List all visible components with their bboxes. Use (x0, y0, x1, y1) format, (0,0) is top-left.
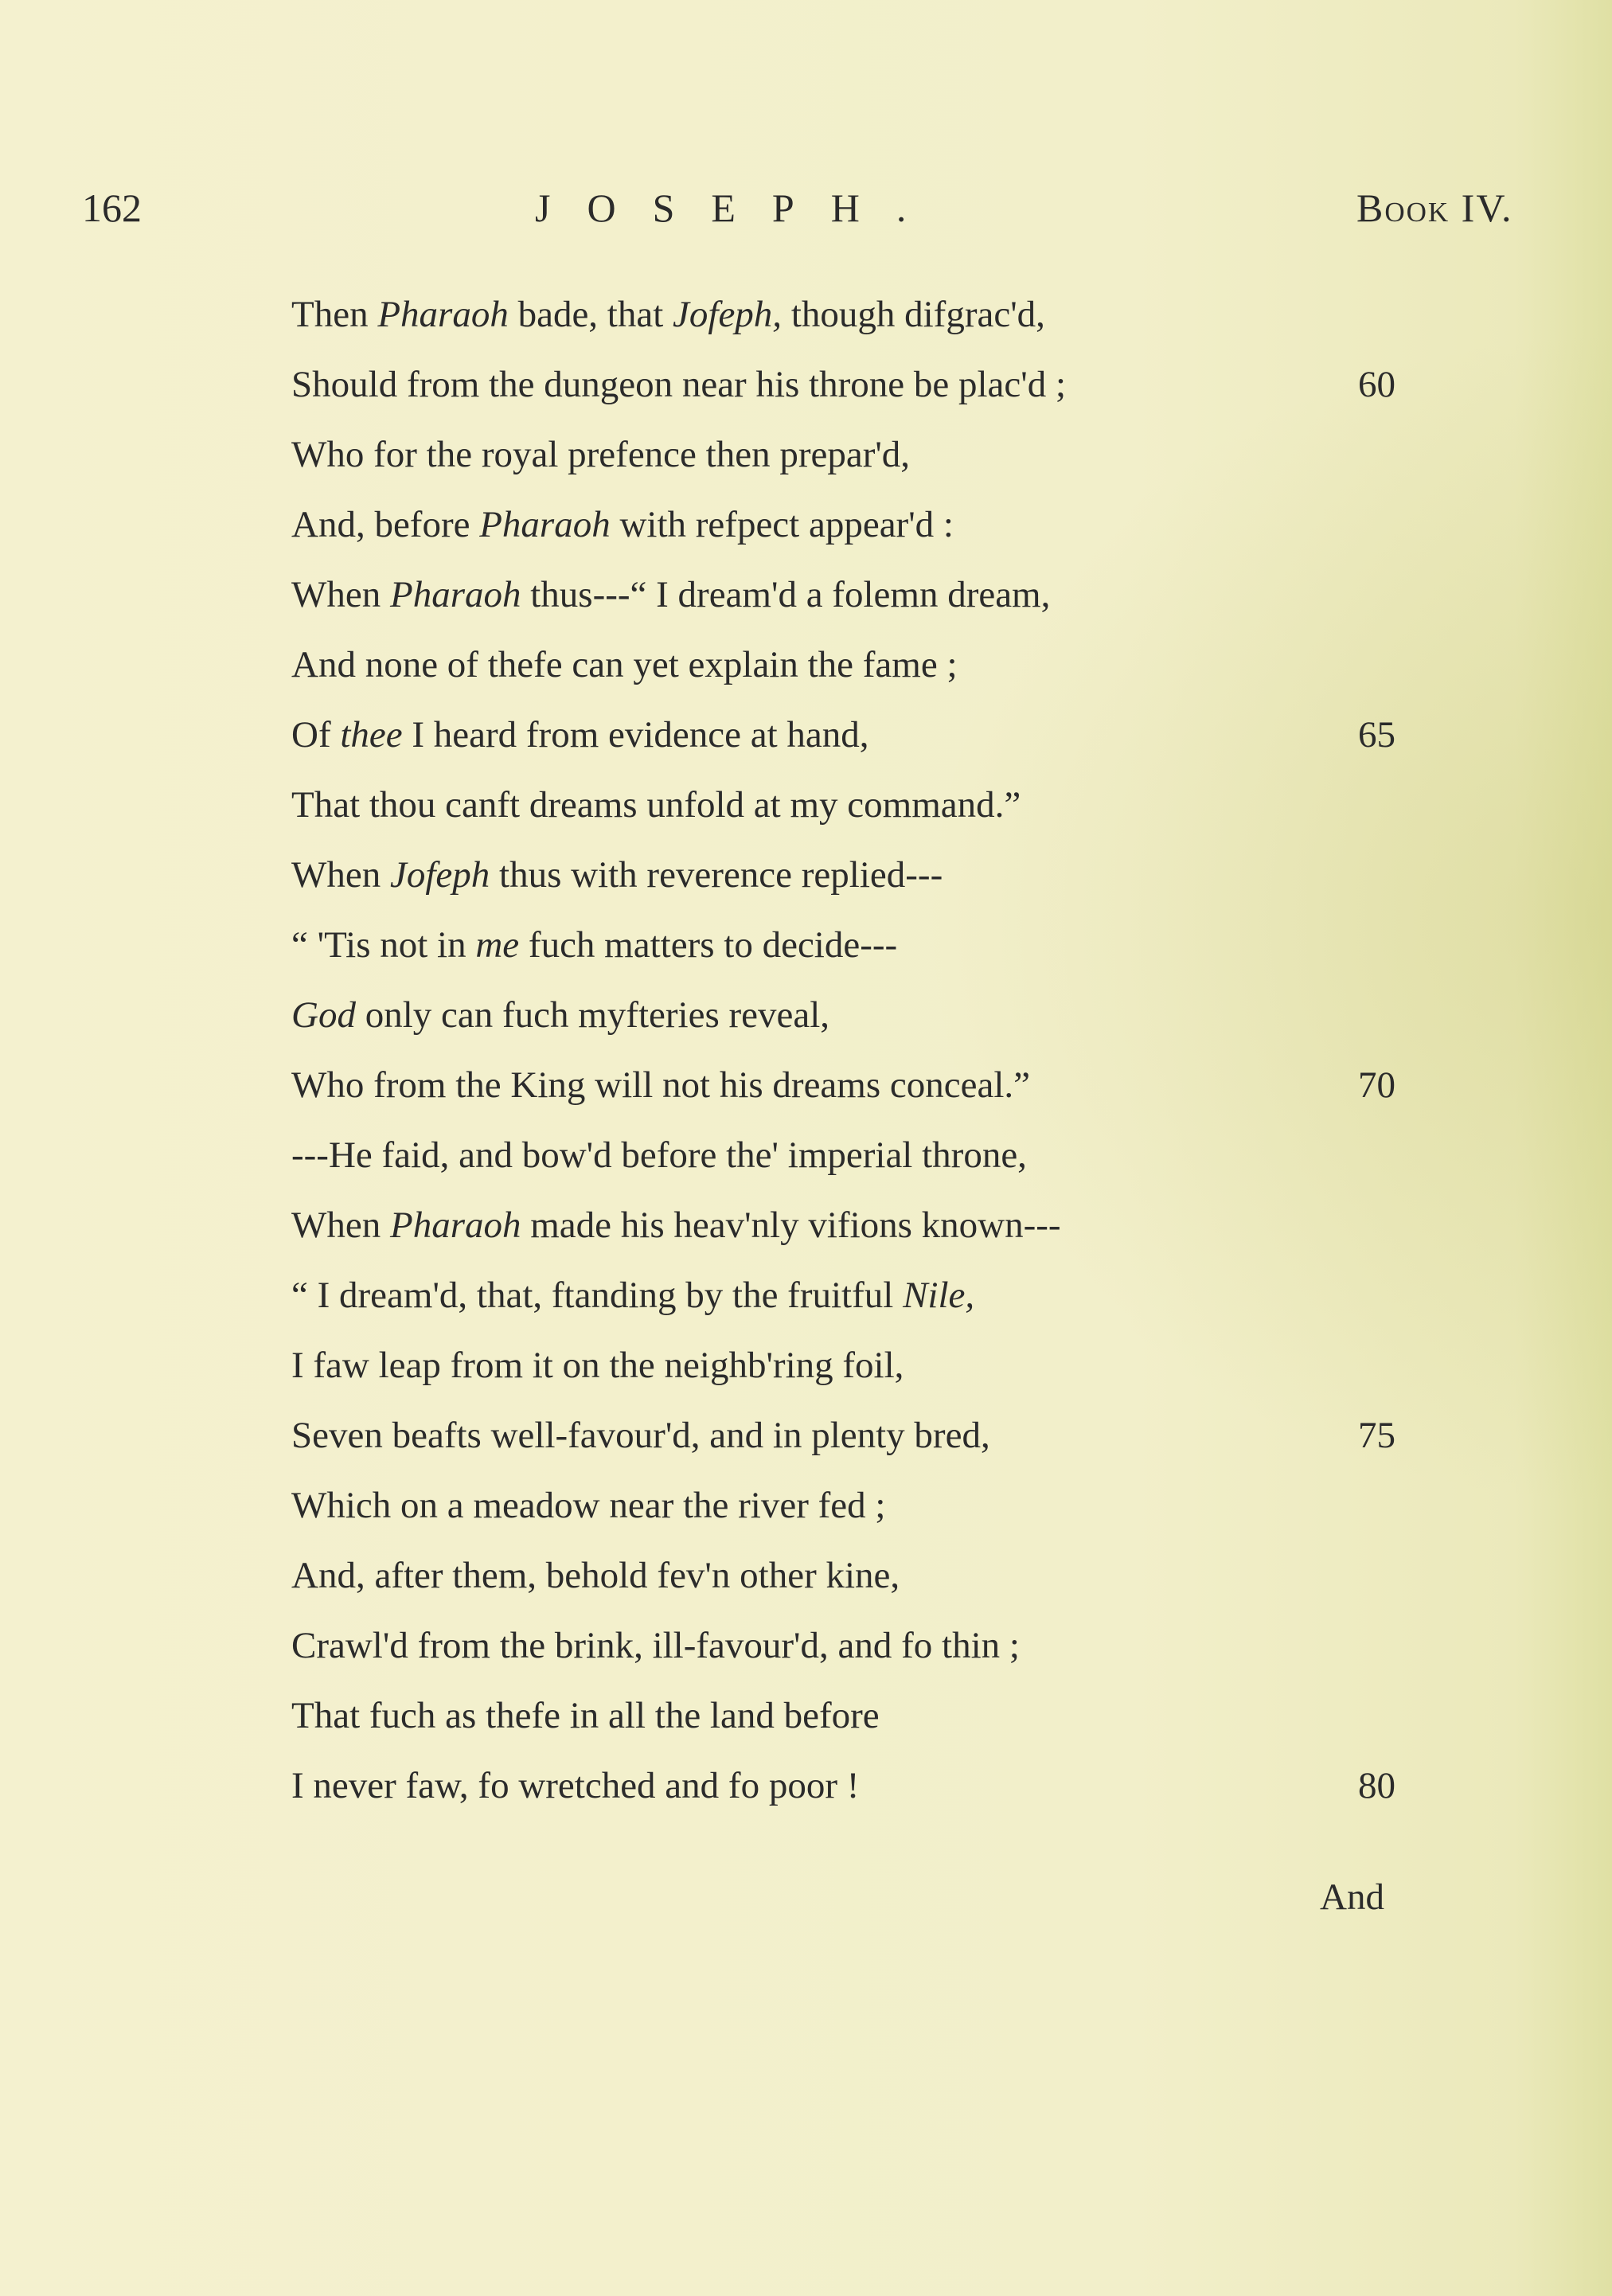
running-title: JOSEPH. (535, 185, 943, 230)
catchword: And (1320, 1876, 1384, 1918)
verse-text: “ 'Tis not in (291, 924, 476, 966)
verse-line (291, 1554, 900, 1597)
verse-line (291, 1694, 880, 1737)
verse-line (291, 1204, 1061, 1247)
verse-text: And, after them, behold fev'n other kine, (291, 1555, 900, 1596)
italic-text: Pharaoh (389, 574, 521, 615)
verse-line (291, 1414, 990, 1457)
verse-line (291, 433, 910, 476)
line-number: 70 (1358, 1064, 1395, 1106)
verse-line (291, 503, 954, 546)
verse-text: That fuch as thefe in all the land before (291, 1695, 880, 1736)
italic-text: Pharaoh (389, 1205, 521, 1246)
verse-line (291, 363, 1066, 406)
verse-text: Of (291, 714, 341, 756)
verse-line (291, 573, 1050, 616)
verse-text: Which on a meadow near the river fed ; (291, 1485, 886, 1526)
verse-line (291, 1624, 1020, 1667)
verse-text: Seven beafts well-favour'd, and in plenty bred, (291, 1415, 990, 1456)
verse-text: “ I dream'd, that, ftanding by the fruitful (291, 1275, 904, 1316)
verse-line (291, 853, 943, 896)
verse-text: thus with reverence replied--- (490, 854, 943, 896)
verse-text: bade, that (508, 294, 673, 335)
verse-text: ---He faid, and bow'd before the' imperial throne, (291, 1134, 1027, 1176)
verse-line (291, 1344, 904, 1387)
italic-text: thee (340, 714, 403, 756)
verse-line (291, 1064, 1030, 1107)
verse-text: Then (291, 294, 378, 335)
verse-text: only can fuch myfteries reveal, (355, 994, 830, 1036)
line-number: 60 (1358, 364, 1395, 405)
italic-text: Pharaoh (377, 294, 509, 335)
italic-text: Nile, (903, 1275, 975, 1316)
page-number: 162 (82, 185, 142, 230)
line-number: 75 (1358, 1415, 1395, 1456)
verse-text: made his heav'nly vifions known--- (521, 1205, 1061, 1246)
verse-text: fuch matters to decide--- (519, 924, 898, 966)
verse-text: thus---“ I dream'd a folemn dream, (521, 574, 1051, 615)
verse-line (291, 293, 1045, 336)
verse-line (291, 1764, 859, 1807)
verse-text: When (291, 1205, 390, 1246)
italic-text: me (475, 924, 520, 966)
verse-text: And, before (291, 504, 480, 545)
verse-text: Should from the dungeon near his throne be plac'd ; (291, 364, 1067, 405)
verse-text: When (291, 574, 390, 615)
verse-text: When (291, 854, 390, 896)
verse-text: though difgrac'd, (782, 294, 1045, 335)
verse-text: Crawl'd from the brink, ill-favour'd, and fo thin ; (291, 1625, 1020, 1666)
italic-text: Pharaoh (479, 504, 611, 545)
verse-line (291, 1274, 974, 1317)
verse-line (291, 994, 829, 1037)
verse-text: with refpect appear'd : (610, 504, 954, 545)
verse-line (291, 783, 1021, 826)
book-label: Book IV. (1356, 185, 1513, 230)
italic-text: Jofeph (389, 854, 490, 896)
verse-text: Who for the royal prefence then prepar'd, (291, 434, 911, 475)
verse-line (291, 1134, 1027, 1177)
italic-text: God (291, 994, 356, 1036)
verse-line (291, 923, 897, 966)
italic-text: Jofeph, (673, 294, 783, 335)
verse-text: And none of thefe can yet explain the fame ; (291, 644, 958, 685)
line-number: 65 (1358, 714, 1395, 756)
line-number: 80 (1358, 1765, 1395, 1806)
verse-text: That thou canft dreams unfold at my command.” (291, 784, 1021, 826)
verse-text: I faw leap from it on the neighb'ring foil, (291, 1345, 904, 1386)
page-header (0, 185, 1612, 240)
verse-text: I heard from evidence at hand, (402, 714, 869, 756)
verse-line (291, 643, 958, 686)
verse-text: I never faw, fo wretched and fo poor ! (291, 1765, 860, 1806)
verse-line (291, 713, 869, 756)
verse-line (291, 1484, 885, 1527)
verse-text: Who from the King will not his dreams conceal.” (291, 1064, 1030, 1106)
